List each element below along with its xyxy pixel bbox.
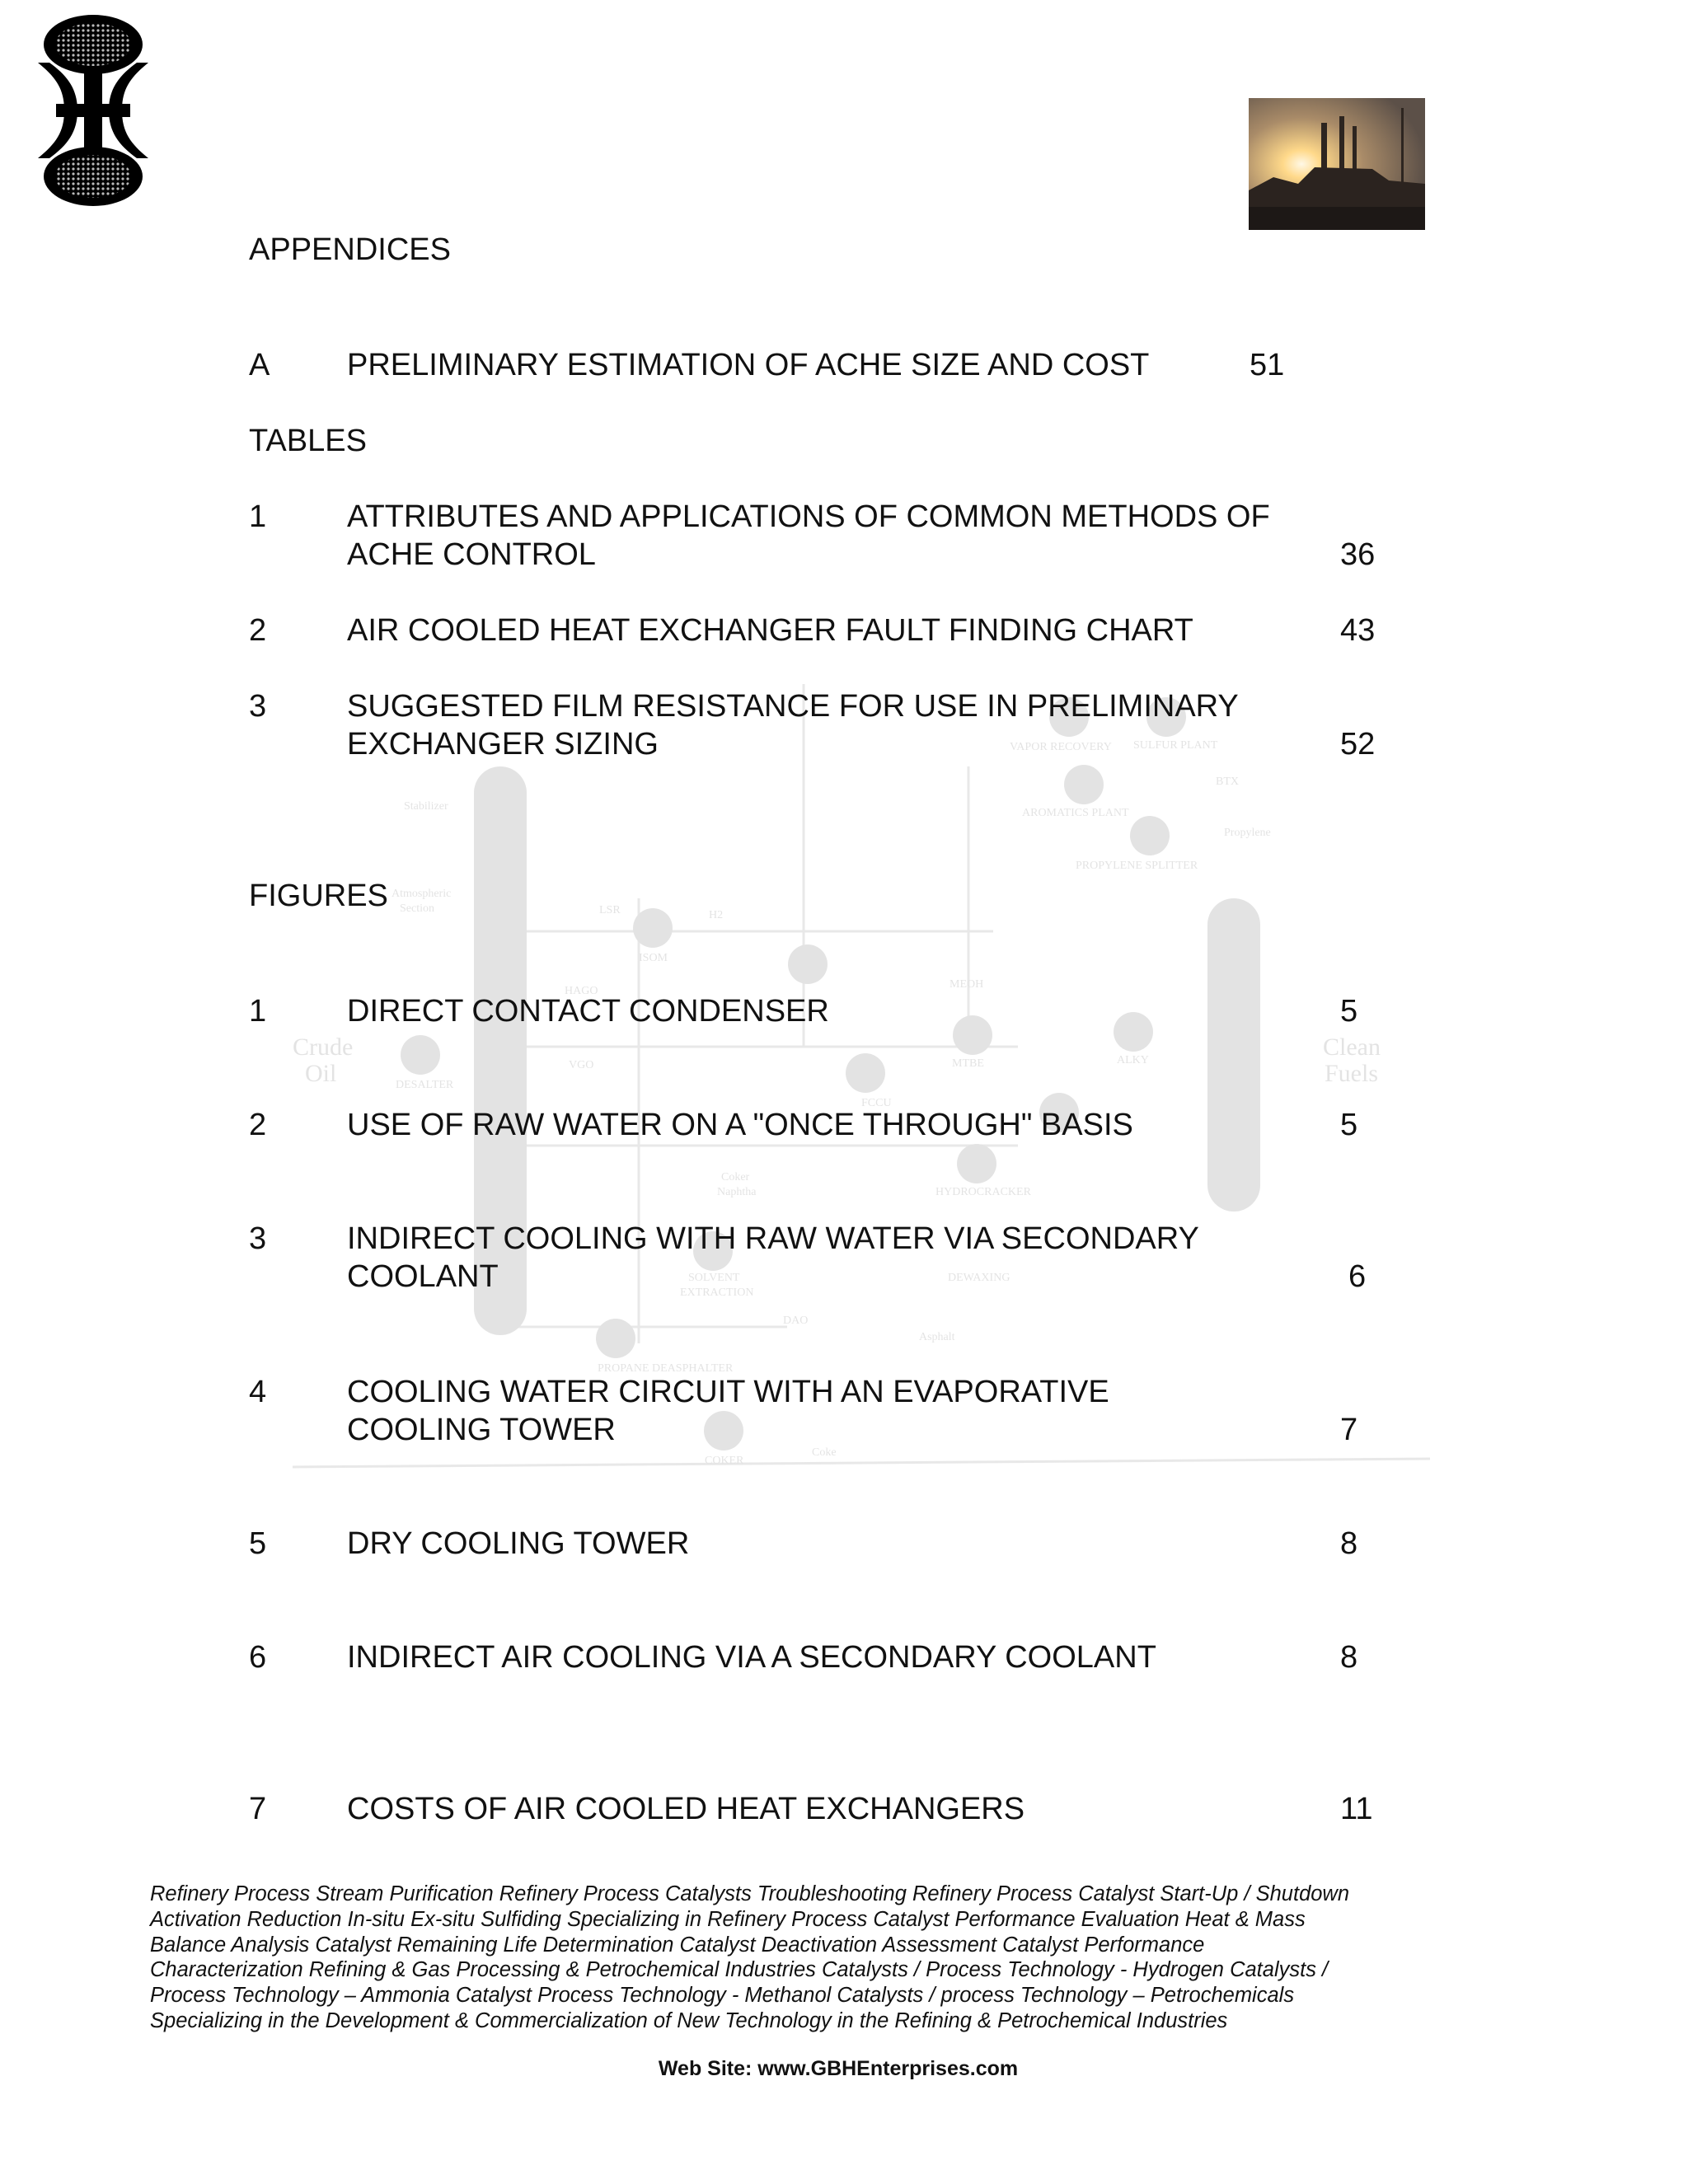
tables-heading: TABLES <box>249 424 367 458</box>
svg-text:SOLVENT: SOLVENT <box>688 1272 740 1284</box>
entry-title: AIR COOLED HEAT EXCHANGER FAULT FINDING CHART <box>347 613 1193 648</box>
entry-title: SUGGESTED FILM RESISTANCE FOR USE IN PRELIMINARY EXCHANGER SIZING <box>347 689 1239 762</box>
refinery-flow-diagram-watermark <box>293 684 1430 1475</box>
entry-page-number: 7 <box>1340 1413 1358 1447</box>
svg-text:Coke: Coke <box>812 1446 837 1459</box>
entry-number: 4 <box>249 1375 267 1409</box>
svg-text:DAO: DAO <box>783 1315 809 1327</box>
svg-text:Fuels: Fuels <box>1325 1060 1379 1087</box>
svg-text:Coker: Coker <box>721 1171 750 1183</box>
entry-title: DRY COOLING TOWER <box>347 1526 690 1561</box>
svg-text:PROPYLENE SPLITTER: PROPYLENE SPLITTER <box>1076 860 1198 872</box>
entry-title: INDIRECT COOLING WITH RAW WATER VIA SECONDARY COOLANT <box>347 1221 1199 1294</box>
company-logo <box>31 13 155 208</box>
entry-number: 2 <box>249 1108 267 1142</box>
svg-text:MTBE: MTBE <box>952 1057 984 1070</box>
svg-text:Clean: Clean <box>1323 1033 1381 1061</box>
svg-text:DEWAXING: DEWAXING <box>948 1272 1010 1284</box>
svg-text:Stabilizer: Stabilizer <box>404 800 448 813</box>
svg-text:AROMATICS PLANT: AROMATICS PLANT <box>1022 807 1129 819</box>
entry-title: DIRECT CONTACT CONDENSER <box>347 994 829 1029</box>
entry-page-number: 43 <box>1340 613 1376 648</box>
svg-text:LSR: LSR <box>599 904 621 916</box>
svg-text:ISOM: ISOM <box>639 952 668 964</box>
svg-text:VAPOR RECOVERY: VAPOR RECOVERY <box>1010 741 1112 753</box>
entry-number: 2 <box>249 613 267 648</box>
entry-page-number: 8 <box>1340 1640 1358 1675</box>
entry-title: INDIRECT AIR COOLING VIA A SECONDARY COOLANT <box>347 1640 1156 1675</box>
svg-text:Crude: Crude <box>293 1033 354 1061</box>
entry-number: 1 <box>249 994 267 1029</box>
svg-text:FCCU: FCCU <box>861 1097 892 1109</box>
svg-text:Oil: Oil <box>305 1060 337 1087</box>
svg-text:PROPANE DEASPHALTER: PROPANE DEASPHALTER <box>598 1362 734 1375</box>
entry-title: PRELIMINARY ESTIMATION OF ACHE SIZE AND COST <box>347 348 1150 382</box>
entry-title: COOLING WATER CIRCUIT WITH AN EVAPORATIVE COOLING TOWER <box>347 1375 1109 1447</box>
svg-text:Asphalt: Asphalt <box>919 1331 955 1343</box>
svg-text:DESALTER: DESALTER <box>396 1079 454 1091</box>
entry-title: ATTRIBUTES AND APPLICATIONS OF COMMON METHODS OF ACHE CONTROL <box>347 499 1270 572</box>
entry-title: USE OF RAW WATER ON A "ONCE THROUGH" BASIS <box>347 1108 1133 1142</box>
svg-text:Naphtha: Naphtha <box>717 1186 757 1198</box>
svg-text:MEOH: MEOH <box>950 978 984 991</box>
entry-page-number: 51 <box>1250 348 1285 382</box>
figures-heading: FIGURES <box>249 879 388 913</box>
appendices-heading: APPENDICES <box>249 232 451 267</box>
entry-number: 7 <box>249 1792 267 1826</box>
entry-number: 1 <box>249 499 267 534</box>
entry-number: A <box>249 348 270 382</box>
svg-text:Section: Section <box>400 902 434 915</box>
svg-text:Propylene: Propylene <box>1224 827 1271 839</box>
svg-text:EXTRACTION: EXTRACTION <box>680 1286 754 1299</box>
svg-text:BTX: BTX <box>1216 776 1239 788</box>
entry-page-number: 5 <box>1340 994 1358 1029</box>
entry-title: COSTS OF AIR COOLED HEAT EXCHANGERS <box>347 1792 1025 1826</box>
entry-page-number: 8 <box>1340 1526 1358 1561</box>
refinery-photo <box>1249 98 1425 230</box>
entry-number: 5 <box>249 1526 267 1561</box>
entry-page-number: 36 <box>1340 537 1376 572</box>
entry-page-number: 11 <box>1340 1792 1373 1826</box>
entry-number: 3 <box>249 689 267 724</box>
entry-page-number: 6 <box>1348 1259 1367 1294</box>
svg-text:Atmospheric: Atmospheric <box>392 888 452 900</box>
entry-page-number: 5 <box>1340 1108 1358 1142</box>
svg-text:HAGO: HAGO <box>565 985 598 997</box>
svg-text:SULFUR PLANT: SULFUR PLANT <box>1133 739 1218 752</box>
footer-services-text: Refinery Process Stream Purification Refinery Process Catalysts Troubleshooting Refinery Process Catalyst Start-Up / Shutdown Activation Reduction In-situ Ex-situ Sulfiding Specializing in Refinery Process Catalyst Performance Evaluation Heat & Mass Balance Analysis Catalyst Remaining Life Determination Catalyst Deactivation Assessment Catalyst Performance Characterization Refining & Gas Processing & Petrochemical Industries Catalysts / Process Technology - Hydrogen Catalysts / Process Technology – Ammonia Catalyst Process Technology - Methanol Catalysts / process Technology – Petrochemicals Specializing in the Development & Commercialization of New Technology in the Refining & Petrochemical Industries <box>150 1882 1350 2032</box>
entry-number: 3 <box>249 1221 267 1256</box>
entry-page-number: 52 <box>1340 727 1376 762</box>
website-link[interactable]: Web Site: www.GBHEnterprises.com <box>658 2057 1019 2080</box>
svg-text:H2: H2 <box>709 909 724 921</box>
svg-text:VGO: VGO <box>569 1059 594 1071</box>
svg-text:HYDROCRACKER: HYDROCRACKER <box>935 1186 1031 1198</box>
svg-text:COKER: COKER <box>705 1455 744 1467</box>
entry-number: 6 <box>249 1640 267 1675</box>
svg-text:ALKY: ALKY <box>1117 1054 1149 1066</box>
